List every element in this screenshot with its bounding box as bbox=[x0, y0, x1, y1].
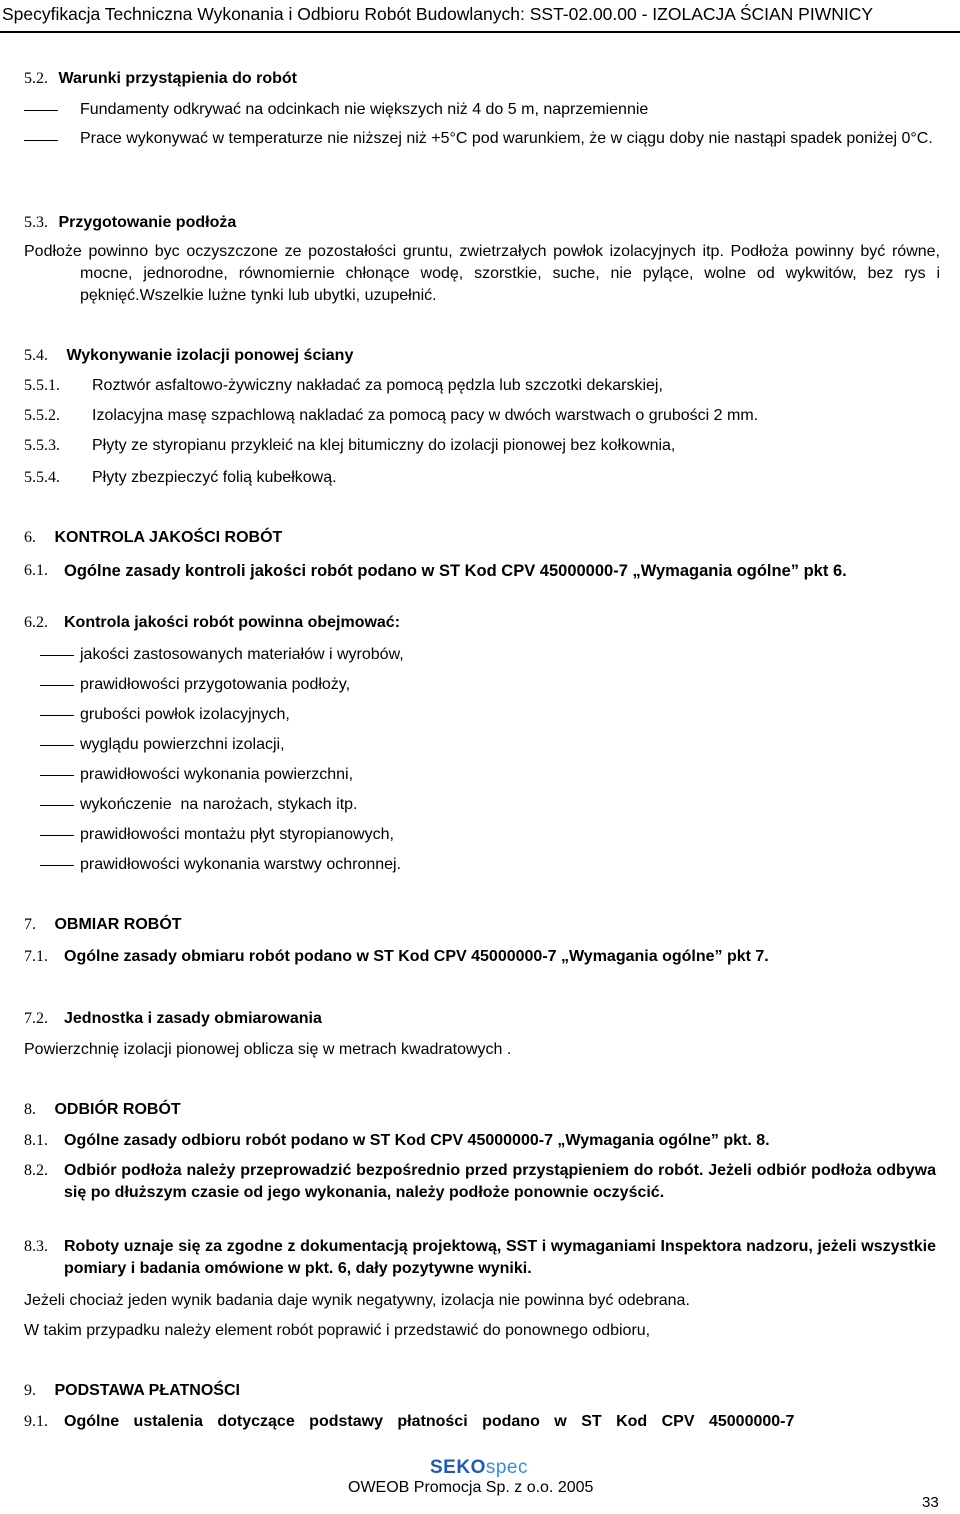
header-rule bbox=[0, 31, 960, 33]
section-title: Warunki przystąpienia do robót bbox=[58, 70, 297, 87]
subsection-title: Kontrola jakości robót powinna obejmować: bbox=[64, 614, 401, 631]
subsection-number: 6.2. bbox=[24, 614, 48, 631]
step-text: Roztwór asfaltowo-żywiczny nakładać za pomocą pędzla lub szczotki dekarskiej, bbox=[92, 377, 663, 394]
subsection-number: 9.1. bbox=[24, 1413, 48, 1430]
section-title: Wykonywanie izolacji ponowej ściany bbox=[66, 347, 354, 364]
subsection-text: Ogólne zasady kontroli jakości robót podano w ST Kod CPV 45000000-7 „Wymagania ogólne” pkt 6. bbox=[64, 562, 847, 580]
section-title: PODSTAWA PŁATNOŚCI bbox=[54, 1382, 240, 1399]
section-number: 8. bbox=[24, 1101, 36, 1118]
list-item: prawidłowości wykonania powierzchni, bbox=[80, 766, 354, 783]
step-number: 5.5.3. bbox=[24, 437, 60, 454]
dash-bullet bbox=[24, 140, 58, 141]
subsection-number: 8.3. bbox=[24, 1238, 48, 1255]
footer-company: OWEOB Promocja Sp. z o.o. 2005 bbox=[348, 1479, 594, 1496]
section-5-3-heading bbox=[24, 212, 236, 234]
subsection-number: 7.1. bbox=[24, 948, 48, 965]
section-5-4-heading bbox=[24, 345, 353, 367]
step-text: Płyty ze styropianu przykleić na klej bitumiczny do izolacji pionowej bez kołkownia, bbox=[92, 437, 676, 454]
subsection-title: Jednostka i zasady obmiarowania bbox=[64, 1010, 322, 1027]
list-item: Fundamenty odkrywać na odcinkach nie większych niż 4 do 5 m, naprzemiennie bbox=[80, 101, 649, 118]
dash-bullet bbox=[40, 685, 74, 686]
list-item: prawidłowości wykonania warstwy ochronnej. bbox=[80, 856, 402, 873]
subsection-number: 8.1. bbox=[24, 1132, 48, 1149]
section-7-heading bbox=[24, 914, 182, 936]
subsection-text: Ogólne zasady obmiaru robót podano w ST Kod CPV 45000000-7 „Wymagania ogólne” pkt 7. bbox=[64, 948, 769, 965]
section-8-heading bbox=[24, 1099, 181, 1121]
dash-bullet bbox=[40, 865, 74, 866]
logo-part: SEKO bbox=[430, 1457, 486, 1478]
section-title: ODBIÓR ROBÓT bbox=[54, 1101, 181, 1118]
section-5-2-heading bbox=[24, 68, 297, 90]
dash-bullet bbox=[40, 745, 74, 746]
step-number: 5.5.1. bbox=[24, 377, 60, 394]
subsection-number: 6.1. bbox=[24, 562, 48, 579]
section-6-heading bbox=[24, 527, 282, 549]
dash-bullet bbox=[40, 835, 74, 836]
subsection-text: Odbiór podłoża należy przeprowadzić bezpośrednio przed przystąpieniem do robót. Jeżeli odbiór podłoża odbywa się po dłuższym czasie od jego wykonania, należy podłoże ponownie oczyścić. bbox=[64, 1162, 936, 1201]
section-title: Przygotowanie podłoża bbox=[58, 214, 237, 231]
list-item: prawidłowości montażu płyt styropianowych, bbox=[80, 826, 394, 843]
subsection-number: 7.2. bbox=[24, 1010, 48, 1027]
list-item: prawidłowości przygotowania podłoży, bbox=[80, 676, 351, 693]
subsection-text: Ogólne ustalenia dotyczące podstawy płatności podano w ST Kod CPV 45000000-7 bbox=[64, 1413, 795, 1430]
dash-bullet bbox=[40, 805, 74, 806]
step-number: 5.5.4. bbox=[24, 469, 60, 486]
paragraph: Powierzchnię izolacji pionowej oblicza się w metrach kwadratowych . bbox=[24, 1041, 512, 1058]
list-item: Prace wykonywać w temperaturze nie niższej niż +5°C pod warunkiem, że w ciągu doby nie nastąpi spadek poniżej 0°C. bbox=[80, 130, 933, 147]
section-title: OBMIAR ROBÓT bbox=[54, 916, 182, 933]
paragraph: W takim przypadku należy element robót poprawić i przedstawić do ponownego odbioru, bbox=[24, 1322, 651, 1339]
dash-bullet bbox=[40, 775, 74, 776]
section-number: 9. bbox=[24, 1382, 36, 1399]
subsection-text: Ogólne zasady odbioru robót podano w ST Kod CPV 45000000-7 „Wymagania ogólne” pkt. 8. bbox=[64, 1132, 770, 1149]
section-9-heading bbox=[24, 1380, 240, 1402]
running-header: Specyfikacja Techniczna Wykonania i Odbioru Robót Budowlanych: SST-02.00.00 - IZOLACJA ŚCIAN PIWNICY bbox=[2, 4, 874, 24]
section-title: KONTROLA JAKOŚCI ROBÓT bbox=[54, 529, 283, 546]
subsection-text: Roboty uznaje się za zgodne z dokumentacją projektową, SST i wymaganiami Inspektora nadzoru, jeżeli wszystkie pomiary i badania omówione w pkt. 6, dały pozytywne wyniki. bbox=[64, 1238, 936, 1277]
logo-part: spec bbox=[485, 1457, 528, 1478]
list-item: wyglądu powierzchni izolacji, bbox=[80, 736, 285, 753]
section-number: 5.2. bbox=[24, 70, 48, 87]
dash-bullet bbox=[24, 110, 58, 111]
dash-bullet bbox=[40, 715, 74, 716]
paragraph: Podłoże powinno byc oczyszczone ze pozostałości gruntu, zwietrzałych powłok izolacyjnych itp. Podłoża powinny być równe, mocne, jednorodne, równomiernie chłonące wodę, szorstkie, suche, nie pylące, wolne od wykwitów, bez rys i pęknięć.Wszelkie lużne tynki lub ubytki, uzupełnić. bbox=[24, 243, 940, 304]
company-logo bbox=[430, 1457, 528, 1479]
section-number: 5.3. bbox=[24, 214, 48, 231]
step-text: Izolacyjna masę szpachlową nakladać za pomocą pacy w dwóch warstwach o grubości 2 mm. bbox=[92, 407, 759, 424]
section-number: 7. bbox=[24, 916, 36, 933]
section-number: 6. bbox=[24, 529, 36, 546]
list-item: wykończenie na narożach, stykach itp. bbox=[80, 796, 358, 813]
list-item: jakości zastosowanych materiałów i wyrobów, bbox=[80, 646, 404, 663]
subsection-number: 8.2. bbox=[24, 1162, 48, 1179]
dash-bullet bbox=[40, 655, 74, 656]
step-number: 5.5.2. bbox=[24, 407, 60, 424]
page-number: 33 bbox=[922, 1494, 939, 1511]
section-number: 5.4. bbox=[24, 347, 48, 364]
list-item: grubości powłok izolacyjnych, bbox=[80, 706, 290, 723]
step-text: Płyty zbezpieczyć folią kubełkową. bbox=[92, 469, 337, 486]
paragraph: Jeżeli chociaż jeden wynik badania daje wynik negatywny, izolacja nie powinna być odebrana. bbox=[24, 1292, 690, 1309]
